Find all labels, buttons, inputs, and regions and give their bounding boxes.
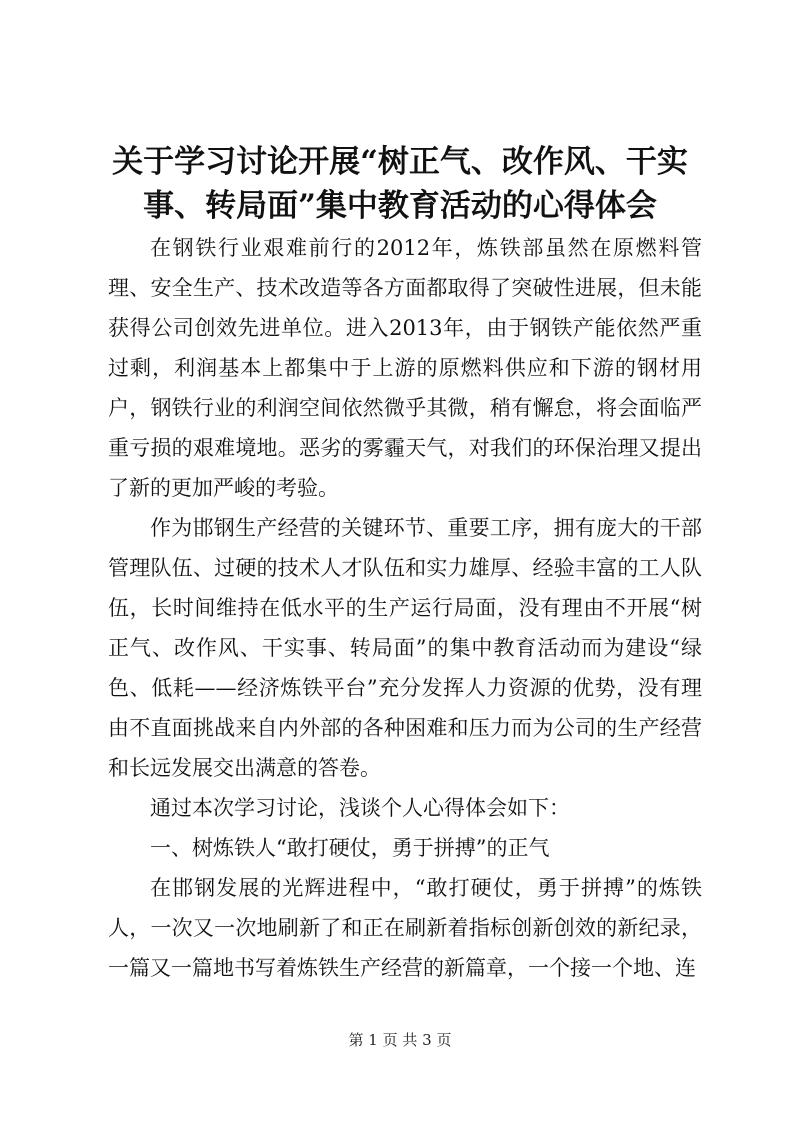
paragraph: 作为邯钢生产经营的关键环节、重要工序，拥有庞大的干部管理队伍、过硬的技术人才队伍和实力雄厚、经验丰富的工人队伍，长时间维持在低水平的生产运行局面，没有理由不开展“树正气、改作风、干实事、转局面”的集中教育活动而为建设“绿色、低耗——经济炼铁平台”充分发挥人力资源的优势，没有理由不直面挑战来自内外部的各种困难和压力而为公司的生产经营和长远发展交出满意的答卷。 [108, 516, 702, 780]
paragraph: 通过本次学习讨论，浅谈个人心得体会如下： [150, 796, 570, 820]
document-body [108, 228, 702, 988]
paragraph: 在钢铁行业艰难前行的2012年，炼铁部虽然在原燃料管理、安全生产、技术改造等各方面都取得了突破性进展，但未能获得公司创效先进单位。进入2013年，由于钢铁产能依然严重过剩，利润基本上都集中于上游的原燃料供应和下游的钢材用户，钢铁行业的利润空间依然微乎其微，稍有懈怠，将会面临严重亏损的艰难境地。恶劣的雾霾天气，对我们的环保治理又提出了新的更加严峻的考验。 [108, 236, 702, 500]
page-number: 第 1 页 共 3 页 [348, 1031, 452, 1049]
paragraph: 在邯钢发展的光辉进程中，“敢打硬仗，勇于拼搏”的炼铁人，一次又一次地刷新了和正在刷新着指标创新创效的新纪录，一篇又一篇地书写着炼铁生产经营的新篇章，一个接一个地、连 [108, 876, 702, 980]
document-title: 关于学习讨论开展“树正气、改作风、干实事、转局面”集中教育活动的心得体会 [112, 144, 688, 224]
section-heading: 一、树炼铁人“敢打硬仗，勇于拼搏”的正气 [150, 836, 550, 860]
